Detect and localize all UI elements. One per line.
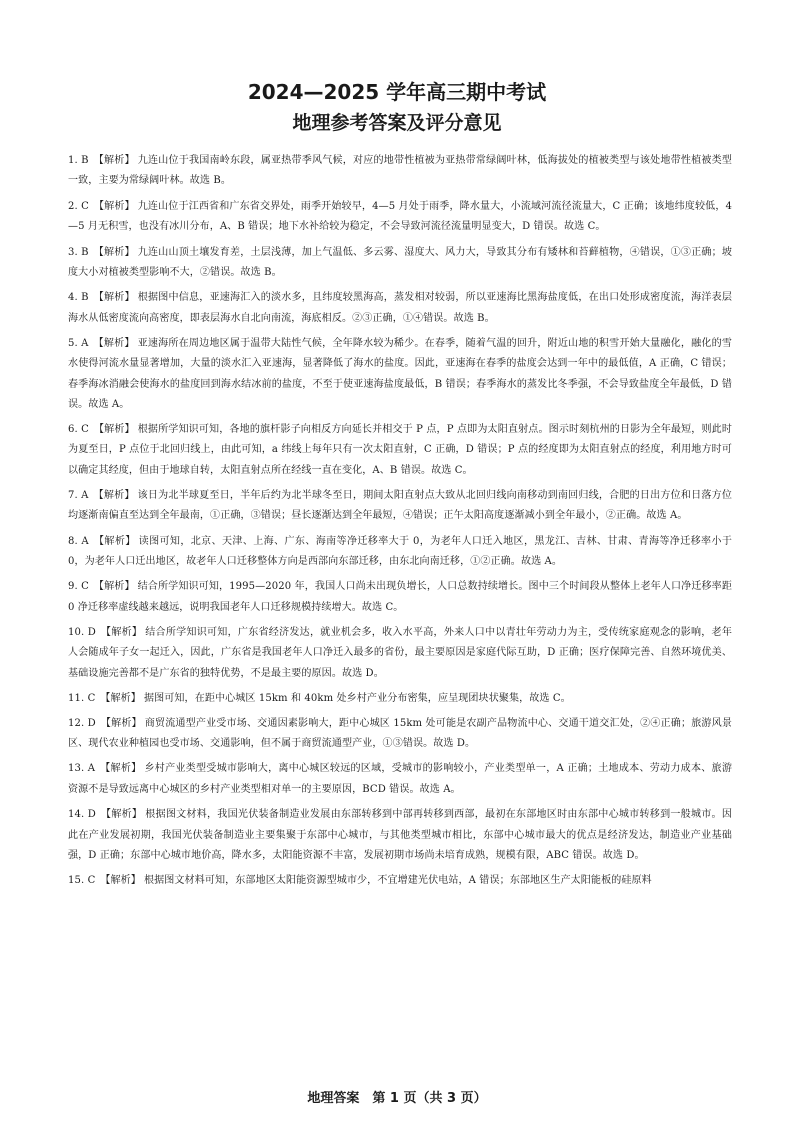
answer-text: 根据所学知识可知，各地的旗杆影子向相反方向延长并相交于 P 点，P 点即为太阳直射点。图示时刻杭州的日影为全年最短，则此时为夏至日，P 点位于北回归线上，由此可知，a 纬线上每年只有一次太阳直射，C 正确，D 错误；P 点的经度即为太阳直射点的经度，利用地方时可以确定其经度，但由于地球自转，太阳直射点所在经线一直在变化，A、B 错误。故选 C。 bbox=[68, 423, 733, 476]
answer-number: 1. B bbox=[68, 155, 89, 166]
analysis-tag: 【解析】 bbox=[100, 763, 142, 775]
page-footer: 地理答案 第 1 页（共 3 页） bbox=[307, 1091, 487, 1106]
answer-text: 根据图中信息，亚速海汇入的淡水多，且纬度较黑海高，蒸发相对较弱，所以亚速海比黑海盐度低，在出口处形成密度流，海洋表层海水从低密度流向高密度，即表层海水自北向南流，海底相反。②③正确，①④错误。故选 B。 bbox=[68, 292, 733, 324]
answer-number: 3. B bbox=[68, 246, 89, 258]
answer-item-10 bbox=[68, 623, 732, 684]
answer-number: 13. A bbox=[68, 763, 96, 775]
analysis-tag: 【解析】 bbox=[100, 875, 141, 887]
answer-text: 商贸流通型产业受市场、交通因素影响大，距中心城区 15km 处可能是农副产品物流中心、交通干道交汇处，②④正确；旅游风景区、现代农业种植园也受市场、交通影响，但不属于商贸流通型产业，①③错误。故选 D。 bbox=[68, 717, 733, 750]
answer-text: 根据图文材料，我国光伏装备制造业发展由东部转移到中部再转移到西部，最初在东部地区时由东部中心城市转移到一般城市。因此在产业发展初期，我国光伏装备制造业主要集聚于东部中心城市，与其他类型城市相比，东部中心城市最大的优点是经济发达，制造业产业基础强，D 正确；东部中心城市地价高，降水多，太阳能资源不丰富，发展初期市场尚未培育成熟，规模有限，ABC 错误。故选 D。 bbox=[68, 809, 732, 861]
answer-item-6 bbox=[68, 420, 732, 481]
answer-number: 12. D bbox=[68, 717, 96, 729]
answer-text: 结合所学知识可知，广东省经济发达，就业机会多，收入水平高，外来人口中以青壮年劳动力为主，受传统家庭观念的影响，老年人会随成年子女一起迁入，因此，广东省是我国老年人口净迁入最多的省份，最主要原因是家庭代际互助，D 正确；医疗保障完善、自然环境优美、基础设施完善都不是广东省的独特优势，不是最主要的原因。故选 D。 bbox=[68, 627, 732, 679]
answer-text: 亚速海所在周边地区属于温带大陆性气候，全年降水较为稀少。在春季，随着气温的回升，附近山地的积雪开始大量融化，融化的雪水使得河流水量显著增加，大量的淡水汇入亚速海，显著降低了海水的盐度。因此，亚速海在春季的盐度会达到一年中的最低值，A 正确，C 错误；春季海冰消融会使海水的盐度回到海水结冰前的盐度，不至于使亚速海盐度最低，B 错误；春季海水的蒸发比冬季强，不会导致盐度全年最低，D 错误。故选 A。 bbox=[68, 338, 733, 411]
answer-item-4 bbox=[68, 288, 732, 329]
answer-item-1 bbox=[68, 151, 732, 192]
answer-item-15 bbox=[68, 871, 732, 891]
answer-item-2 bbox=[68, 197, 732, 238]
answer-text: 九连山山顶土壤发育差，土层浅薄，加上气温低、多云雾、湿度大、风力大，导致其分布有矮林和苔藓植物，④错误，①③正确；坡度大小对植被类型影响不大，②错误。故选 B。 bbox=[68, 246, 733, 278]
answer-item-5 bbox=[68, 334, 732, 415]
analysis-tag: 【解析】 bbox=[93, 155, 135, 166]
analysis-tag: 【解析】 bbox=[100, 717, 142, 729]
answer-number: 4. B bbox=[68, 292, 89, 304]
analysis-tag: 【解析】 bbox=[100, 692, 141, 704]
answer-item-12 bbox=[68, 714, 732, 755]
answer-text: 该日为北半球夏至日，半年后约为北半球冬至日，期间太阳直射点大致从北回归线向南移动到南回归线，合肥的日出方位和日落方位均逐渐南偏直至达到全年最南，①正确，③错误；昼长逐渐达到全年最短，④错误；正午太阳高度逐渐减小到全年最小，②正确。故选 A。 bbox=[68, 489, 733, 522]
answer-number: 9. C bbox=[68, 581, 89, 593]
answer-item-7 bbox=[68, 486, 732, 527]
page-subtitle: 地理参考答案及评分意见 bbox=[292, 112, 502, 134]
answer-item-14 bbox=[68, 805, 732, 866]
answer-number: 6. C bbox=[68, 423, 89, 435]
analysis-tag: 【解析】 bbox=[93, 581, 135, 593]
analysis-tag: 【解析】 bbox=[93, 246, 135, 258]
answer-number: 2. C bbox=[68, 200, 89, 212]
answer-number: 7. A bbox=[68, 489, 89, 501]
answer-text: 读图可知，北京、天津、上海、广东、海南等净迁移率大于 0，为老年人口迁入地区，黑龙江、吉林、甘肃、青海等净迁移率小于 0，为老年人口迁出地区，故老年人口迁移整体方向是西部向东部迁移，由东北向南迁移，①②正确。故选 A。 bbox=[68, 535, 733, 567]
analysis-tag: 【解析】 bbox=[93, 292, 135, 304]
page-title: 2024—2025 学年高三期中考试 bbox=[247, 80, 547, 104]
analysis-tag: 【解析】 bbox=[93, 489, 135, 501]
answer-number: 5. A bbox=[68, 338, 89, 350]
answer-number: 10. D bbox=[68, 627, 96, 639]
analysis-tag: 【解析】 bbox=[93, 535, 136, 547]
analysis-tag: 【解析】 bbox=[100, 627, 143, 639]
answer-text: 结合所学知识可知，1995—2020 年，我国人口尚未出现负增长，人口总数持续增长。图中三个时间段从整体上老年人口净迁移率距 0 净迁移率虚线越来越远，说明我国老年人口迁移规模持续增大。故选 C。 bbox=[68, 581, 732, 613]
answer-item-11 bbox=[68, 689, 732, 709]
analysis-tag: 【解析】 bbox=[93, 338, 135, 350]
analysis-tag: 【解析】 bbox=[100, 809, 143, 821]
answer-item-9 bbox=[68, 577, 732, 618]
analysis-tag: 【解析】 bbox=[93, 423, 135, 435]
answer-number: 14. D bbox=[68, 809, 96, 821]
answer-item-8 bbox=[68, 532, 732, 573]
answer-number: 8. A bbox=[68, 535, 89, 547]
answer-number: 11. C bbox=[68, 692, 96, 704]
answer-item-3 bbox=[68, 243, 732, 284]
answer-text: 据图可知，在距中心城区 15km 和 40km 处乡村产业分布密集，应呈现团块状聚集，故选 C。 bbox=[143, 692, 571, 704]
answer-text: 乡村产业类型受城市影响大，离中心城区较远的区域，受城市的影响较小，产业类型单一，A 正确；土地成本、劳动力成本、旅游资源不是导致远离中心城区的乡村产业类型相对单一的主要原因，BCD 错误。故选 A。 bbox=[68, 763, 732, 795]
answer-number: 15. C bbox=[68, 875, 96, 887]
answer-text: 九连山位于江西省和广东省交界处，雨季开始较早，4—5 月处于雨季，降水量大，小流域河流径流量大，C 正确；该地纬度较低，4—5 月无积雪，也没有冰川分布，A、B 错误；地下水补给较为稳定，不会导致河流径流量明显变大，D 错误。故选 C。 bbox=[68, 200, 733, 233]
answer-text: 根据图文材料可知，东部地区太阳能资源型城市少，不宜增建光伏电站，A 错误；东部地区生产太阳能板的硅原料 bbox=[143, 875, 652, 887]
answer-text: 九连山位于我国南岭东段，属亚热带季风气候，对应的地带性植被为亚热带常绿阔叶林，低海拔处的植被类型与该处地带性植被类型一致，主要为常绿阔叶林。故选 B。 bbox=[68, 155, 733, 187]
answer-item-13 bbox=[68, 759, 732, 800]
analysis-tag: 【解析】 bbox=[93, 200, 135, 212]
